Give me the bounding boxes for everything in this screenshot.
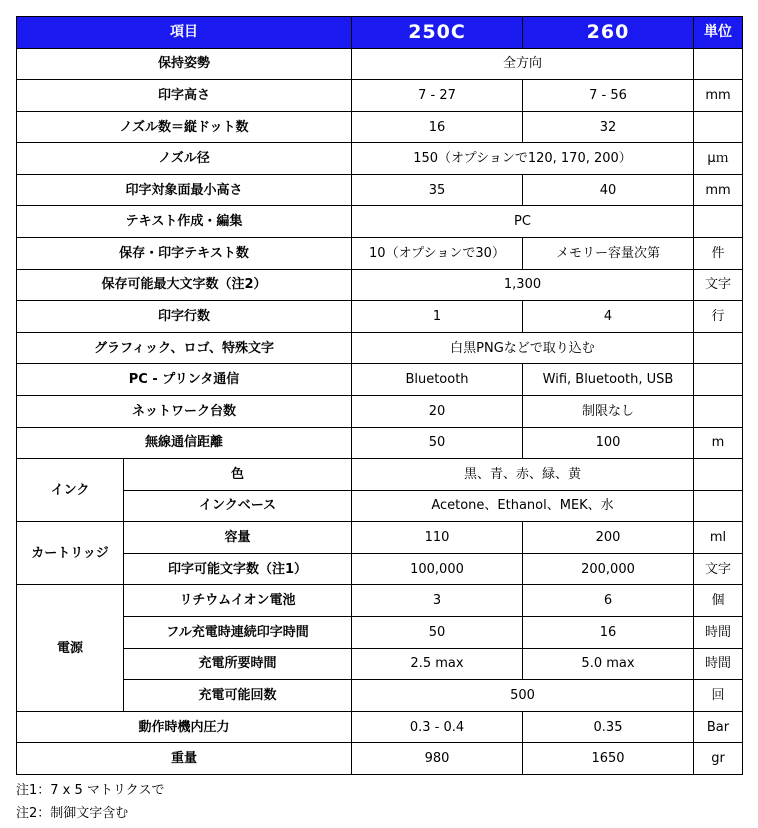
row-label: ネットワーク台数 (17, 395, 352, 427)
row-value: 白黒PNGなどで取り込む (352, 332, 694, 364)
row-label: 印字高さ (17, 80, 352, 112)
row-value-250c: 35 (352, 174, 523, 206)
row-value-250c: 1 (352, 301, 523, 333)
row-unit: 個 (694, 585, 743, 617)
row-value-260: 32 (523, 111, 694, 143)
row-label: 保存可能最大文字数（注2） (17, 269, 352, 301)
table-row (17, 269, 743, 301)
row-value-260: 0.35 (523, 711, 694, 743)
footnote-2: 注2：制御文字含む (16, 806, 129, 821)
row-value-250c: 50 (352, 616, 523, 648)
group-cartridge: カートリッジ (17, 522, 124, 585)
table-row (17, 332, 743, 364)
row-unit: gr (694, 743, 743, 775)
table-row (17, 301, 743, 333)
row-value-250c: 50 (352, 427, 523, 459)
row-value-260: 1650 (523, 743, 694, 775)
row-label: 充電可能回数 (124, 680, 352, 712)
row-value-260: 16 (523, 616, 694, 648)
row-value-250c: 7 - 27 (352, 80, 523, 112)
row-value: 黒、青、赤、緑、黄 (352, 459, 694, 491)
table-row (17, 80, 743, 112)
row-unit (694, 364, 743, 396)
table-row (17, 111, 743, 143)
row-value-250c: 980 (352, 743, 523, 775)
table-row (17, 680, 743, 712)
row-label: ノズル数＝縦ドット数 (17, 111, 352, 143)
row-value-250c: 20 (352, 395, 523, 427)
row-unit (694, 206, 743, 238)
group-power: 電源 (17, 585, 124, 711)
row-unit: 件 (694, 238, 743, 270)
row-value-250c: Bluetooth (352, 364, 523, 396)
row-unit (694, 48, 743, 80)
table-row (17, 364, 743, 396)
spec-table (16, 16, 743, 775)
footnote-1: 注1：7 x 5 マトリクスで (16, 783, 165, 798)
row-value-260: 100 (523, 427, 694, 459)
row-unit: mm (694, 80, 743, 112)
table-row (17, 459, 743, 491)
row-label: テキスト作成・編集 (17, 206, 352, 238)
row-value: Acetone、Ethanol、MEK、水 (352, 490, 694, 522)
header-model-260: 260 (523, 17, 694, 49)
table-row (17, 395, 743, 427)
row-unit: ml (694, 522, 743, 554)
row-value-250c: 100,000 (352, 553, 523, 585)
row-label: 容量 (124, 522, 352, 554)
row-label: PC - プリンタ通信 (17, 364, 352, 396)
row-label: 印字対象面最小高さ (17, 174, 352, 206)
table-row (17, 427, 743, 459)
row-value: PC (352, 206, 694, 238)
row-unit: 文字 (694, 553, 743, 585)
row-unit: 回 (694, 680, 743, 712)
row-unit: 時間 (694, 616, 743, 648)
row-value-250c: 0.3 - 0.4 (352, 711, 523, 743)
row-label: 充電所要時間 (124, 648, 352, 680)
row-value-260: 6 (523, 585, 694, 617)
row-label: 無線通信距離 (17, 427, 352, 459)
row-label: フル充電時連続印字時間 (124, 616, 352, 648)
row-value-260: メモリー容量次第 (523, 238, 694, 270)
header-unit: 単位 (694, 17, 743, 49)
row-unit: 行 (694, 301, 743, 333)
header-model-250c: 250C (352, 17, 523, 49)
table-row (17, 585, 743, 617)
table-row (17, 174, 743, 206)
row-value-260: 7 - 56 (523, 80, 694, 112)
row-label: 重量 (17, 743, 352, 775)
row-value-260: 40 (523, 174, 694, 206)
row-label: 色 (124, 459, 352, 491)
row-value-250c: 110 (352, 522, 523, 554)
table-row (17, 490, 743, 522)
row-label: 動作時機内圧力 (17, 711, 352, 743)
row-unit: Bar (694, 711, 743, 743)
row-value: 1,300 (352, 269, 694, 301)
row-value-260: Wifi, Bluetooth, USB (523, 364, 694, 396)
row-value-260: 4 (523, 301, 694, 333)
table-row (17, 711, 743, 743)
row-value-260: 5.0 max (523, 648, 694, 680)
row-value-250c: 2.5 max (352, 648, 523, 680)
header-row (17, 17, 743, 49)
row-unit (694, 111, 743, 143)
row-value-250c: 16 (352, 111, 523, 143)
row-value: 全方向 (352, 48, 694, 80)
header-item: 項目 (17, 17, 352, 49)
row-value: 150（オプションで120, 170, 200） (352, 143, 694, 175)
table-row (17, 48, 743, 80)
row-label: グラフィック、ロゴ、特殊文字 (17, 332, 352, 364)
row-unit (694, 459, 743, 491)
row-value-260: 200,000 (523, 553, 694, 585)
row-value-250c: 3 (352, 585, 523, 617)
row-label: 印字行数 (17, 301, 352, 333)
table-row (17, 743, 743, 775)
group-ink: インク (17, 459, 124, 522)
table-row (17, 648, 743, 680)
row-unit: 時間 (694, 648, 743, 680)
row-unit (694, 332, 743, 364)
row-label: ノズル径 (17, 143, 352, 175)
row-value: 500 (352, 680, 694, 712)
table-row (17, 143, 743, 175)
row-unit (694, 490, 743, 522)
row-label: 保存・印字テキスト数 (17, 238, 352, 270)
row-unit: m (694, 427, 743, 459)
row-unit: 文字 (694, 269, 743, 301)
row-label: リチウムイオン電池 (124, 585, 352, 617)
row-label: 保持姿勢 (17, 48, 352, 80)
footnotes (16, 779, 165, 825)
row-value-260: 200 (523, 522, 694, 554)
row-unit (694, 395, 743, 427)
table-row (17, 522, 743, 554)
row-label: 印字可能文字数（注1） (124, 553, 352, 585)
table-row (17, 553, 743, 585)
table-row (17, 238, 743, 270)
row-value-250c: 10（オプションで30） (352, 238, 523, 270)
table-row (17, 616, 743, 648)
row-label: インクベース (124, 490, 352, 522)
row-unit: μｍ (694, 143, 743, 175)
row-unit: mm (694, 174, 743, 206)
table-row (17, 206, 743, 238)
row-value-260: 制限なし (523, 395, 694, 427)
